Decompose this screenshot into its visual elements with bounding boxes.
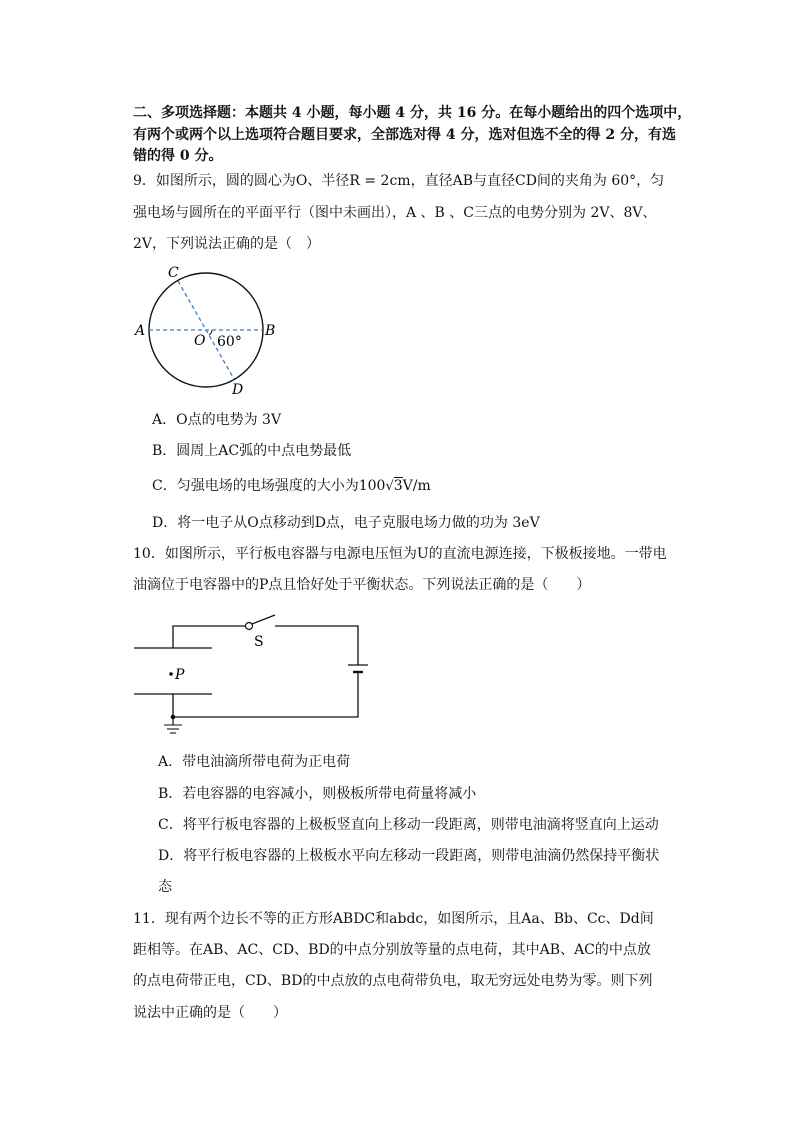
q9-stem-line-2: 强电场与圆所在的平面平行（图中未画出），A 、B 、C三点的电势分别为 2V、8V、	[133, 205, 657, 221]
q11-stem-line-3: 的点电荷带正电，CD、BD的中点放的点电荷带负电，取无穷远处电势为零。则下列	[133, 973, 653, 989]
q9-circle-figure	[128, 260, 288, 400]
q9-option-c-text: C．匀强电场的电场强度的大小为100	[152, 478, 386, 494]
label-p: P	[175, 667, 185, 683]
section-header-line-1: 二、多项选择题：本题共 4 小题，每小题 4 分，共 16 分。在每小题给出的四个选项中，	[133, 105, 692, 121]
q9-option-b: B．圆周上AC弧的中点电势最低	[152, 443, 352, 459]
wire-top-left	[173, 626, 245, 648]
q10-option-b: B．若电容器的电容减小，则极板所带电荷量将减小	[158, 786, 477, 802]
label-a: A	[135, 323, 146, 339]
q10-stem-line-1: 10．如图所示，平行板电容器与电源电压恒为U的直流电源连接，下极板接地。一带电	[133, 546, 667, 562]
switch-blade	[252, 615, 275, 624]
q10-option-a: A．带电油滴所带电荷为正电荷	[158, 754, 351, 770]
q10-capacitor-circuit	[128, 600, 378, 740]
label-s: S	[254, 634, 264, 650]
q9-stem-line-3: 2V，下列说法正确的是（ ）	[133, 236, 321, 252]
q11-stem-line-2: 距相等。在AB、AC、CD、BD的中点分别放等量的点电荷，其中AB、AC的中点放	[133, 942, 651, 958]
q11-stem-line-1: 11．现有两个边长不等的正方形ABDC和abdc，如图所示，且Aa、Bb、Cc、Dd间	[133, 911, 654, 927]
label-d: D	[232, 382, 244, 398]
q9-option-d: D．将一电子从O点移动到D点，电子克服电场力做的功为 3eV	[152, 515, 540, 531]
section-header-line-2: 有两个或两个以上选项符合题目要求，全部选对得 4 分，选对但选不全的得 2 分，有选	[133, 127, 676, 143]
q9-option-c: C．匀强电场的电场强度的大小为100√3V/m	[152, 478, 431, 494]
angle-arc	[209, 330, 212, 335]
q11-stem-line-4: 说法中正确的是（ ）	[133, 1005, 287, 1021]
q10-option-d: D．将平行板电容器的上极板水平向左移动一段距离，则带电油滴仍然保持平衡状	[158, 848, 660, 864]
q10-option-c: C．将平行板电容器的上极板竖直向上移动一段距离，则带电油滴将竖直向上运动	[158, 817, 659, 833]
q9-option-c-unit: V/m	[402, 478, 431, 494]
label-angle: 60°	[217, 334, 242, 350]
label-b: B	[265, 323, 276, 339]
wire-top-right	[275, 626, 358, 665]
q10-option-d-cont: 态	[158, 879, 172, 895]
q9-stem-line-1: 9．如图所示，圆的圆心为O、半径R = 2cm，直径AB与直径CD间的夹角为 60°，匀	[133, 173, 665, 189]
q9-option-a: A．O点的电势为 3V	[152, 412, 282, 428]
label-c: C	[168, 265, 179, 281]
label-o: O	[194, 333, 206, 349]
q9-option-c-sqrt: 3	[393, 478, 403, 494]
oil-drop	[169, 672, 173, 676]
switch-contact	[246, 623, 253, 630]
section-header-line-3: 错的得 0 分。	[133, 148, 223, 164]
q10-stem-line-2: 油滴位于电容器中的P点且恰好处于平衡状态。下列说法正确的是（ ）	[133, 577, 591, 593]
